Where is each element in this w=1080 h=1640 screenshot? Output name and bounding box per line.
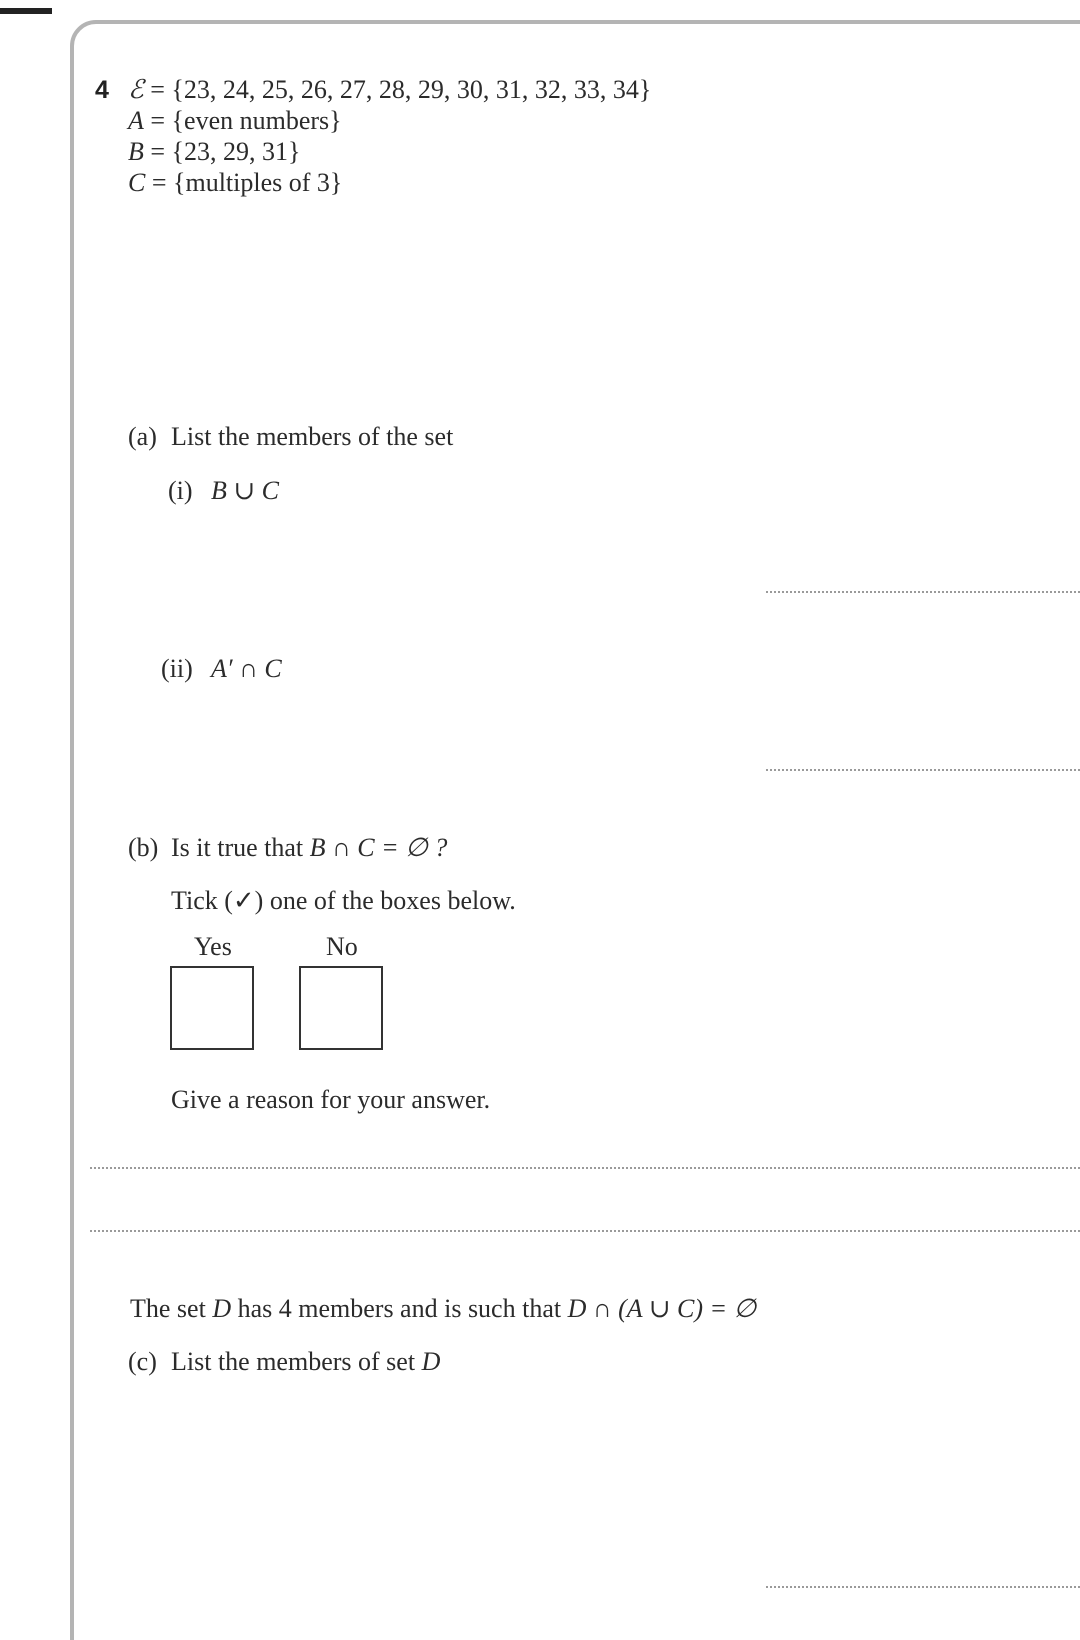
part-b-label: (b) [128, 833, 159, 862]
part-c-set-name: D [421, 1347, 441, 1376]
part-a-ii-expression: A′ ∩ C [211, 654, 282, 683]
set-c-members: = {multiples of 3} [145, 168, 343, 197]
part-c-label: (c) [128, 1347, 157, 1376]
reason-answer-line-1[interactable] [90, 1167, 1080, 1169]
part-c-prompt: List the members of set [171, 1347, 422, 1376]
no-label: No [326, 932, 358, 961]
part-a-ii-label: (ii) [161, 654, 193, 683]
set-d-text-2: has 4 members and is such that [231, 1294, 568, 1323]
reason-prompt: Give a reason for your answer. [171, 1085, 491, 1114]
tick-instruction: Tick (✓) one of the boxes below. [171, 886, 516, 915]
set-a-name: A [128, 106, 144, 135]
set-a-members: = {even numbers} [143, 106, 342, 135]
set-b-definition [128, 136, 301, 168]
part-a-i-expression: B ∪ C [211, 476, 280, 505]
universal-set-members: = {23, 24, 25, 26, 27, 28, 29, 30, 31, 32, 33, 34} [143, 75, 652, 104]
answer-line-c[interactable] [766, 1586, 1080, 1588]
set-b-name: B [128, 137, 144, 166]
page-corner-mark [0, 8, 52, 14]
yes-label: Yes [194, 932, 232, 961]
set-d-expression: D ∩ (A ∪ C) = ∅ [567, 1294, 757, 1323]
answer-line-a-ii[interactable] [766, 769, 1080, 771]
set-a-definition [128, 105, 342, 137]
question-number: 4 [95, 76, 109, 104]
part-b-question [171, 832, 447, 864]
set-c-name: C [128, 168, 146, 197]
answer-line-a-i[interactable] [766, 591, 1080, 593]
part-c-question [171, 1346, 440, 1378]
set-d-statement [130, 1293, 756, 1325]
part-a-i-label: (i) [168, 476, 193, 505]
yes-checkbox[interactable] [170, 966, 254, 1050]
reason-answer-line-2[interactable] [90, 1230, 1080, 1232]
universal-set-definition [128, 74, 651, 106]
universal-set-symbol: ℰ [128, 75, 144, 105]
set-d-text-1: The set [130, 1294, 213, 1323]
set-d-name: D [212, 1294, 232, 1323]
set-c-definition [128, 167, 342, 199]
part-b-expression: B ∩ C = ∅ ? [309, 833, 448, 862]
set-b-members: = {23, 29, 31} [143, 137, 301, 166]
no-checkbox[interactable] [299, 966, 383, 1050]
part-b-prompt-text: Is it true that [171, 833, 310, 862]
question-frame [70, 20, 1080, 1640]
part-a-prompt: List the members of the set [171, 422, 454, 451]
part-a-label: (a) [128, 422, 157, 451]
